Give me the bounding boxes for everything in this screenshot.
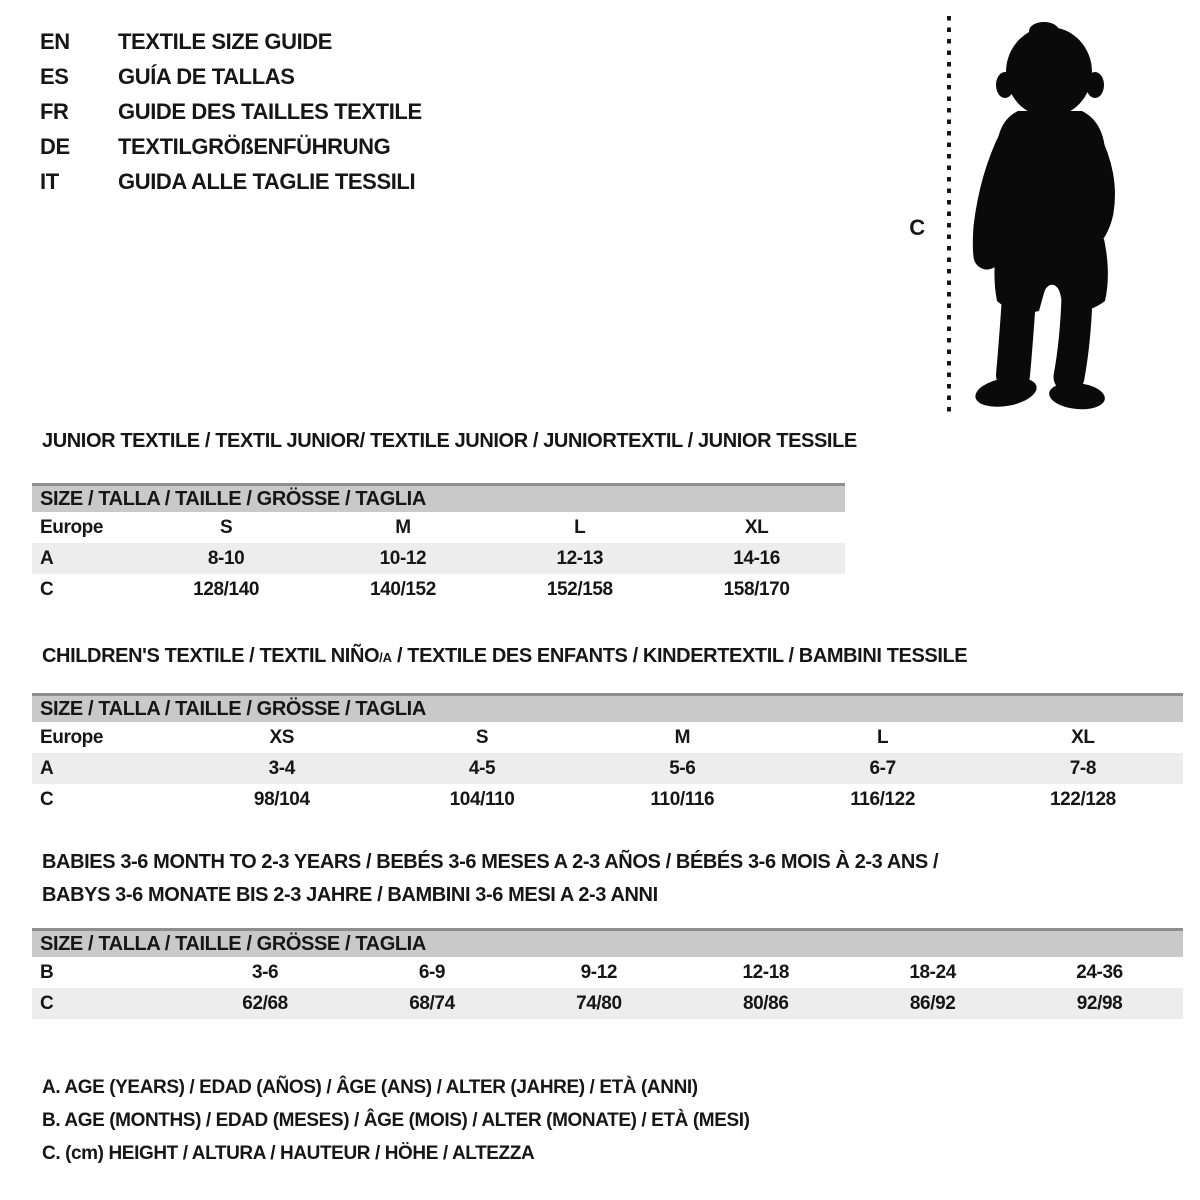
age-cell: 4-5 <box>468 757 496 779</box>
size-header-label: SIZE / TALLA / TAILLE / GRÖSSE / TAGLIA <box>40 697 426 720</box>
size-cell: M <box>674 726 691 748</box>
language-row-fr <box>40 94 422 129</box>
babies-size-table <box>32 928 1183 1019</box>
size-cell: L <box>574 516 586 538</box>
babies-title-line1: BABIES 3-6 MONTH TO 2-3 YEARS / BEBÉS 3-6 MESES A 2-3 AÑOS / BÉBÉS 3-6 MOIS À 2-3 ANS / <box>42 851 939 873</box>
children-title-sub: /A <box>379 650 392 665</box>
height-measure-label: C <box>909 215 925 240</box>
height-cell: 122/128 <box>1049 788 1116 810</box>
note-height-cm: C. (cm) HEIGHT / ALTURA / HAUTEUR / HÖHE / ALTEZZA <box>42 1143 535 1164</box>
age-cell: 7-8 <box>1069 757 1097 779</box>
children-title-pre: CHILDREN'S TEXTILE / TEXTIL NIÑO <box>42 645 380 667</box>
table-header <box>32 693 1183 722</box>
height-cell: 74/80 <box>576 992 622 1014</box>
language-row-en <box>40 24 422 59</box>
height-cell: 116/122 <box>850 788 916 810</box>
row-label: A <box>40 547 54 569</box>
language-code: FR <box>40 99 69 124</box>
table-row-height <box>32 574 845 605</box>
babies-title-line2: BABYS 3-6 MONATE BIS 2-3 JAHRE / BAMBINI 3-6 MESI A 2-3 ANNI <box>42 884 658 906</box>
height-cell: 80/86 <box>742 992 789 1014</box>
height-cell: 68/74 <box>409 992 455 1014</box>
height-cell: 104/110 <box>449 788 515 810</box>
children-title-post: / TEXTILE DES ENFANTS / KINDERTEXTIL / BAMBINI TESSILE <box>391 645 968 667</box>
height-cell: 110/116 <box>650 788 715 810</box>
months-cell: 9-12 <box>580 961 618 983</box>
table-row-europe <box>32 512 845 543</box>
language-row-es <box>40 59 422 94</box>
size-cell: L <box>877 726 889 748</box>
size-cell: M <box>395 516 411 538</box>
children-section-title <box>42 644 967 670</box>
row-label: Europe <box>40 726 104 748</box>
months-cell: 3-6 <box>251 961 279 983</box>
row-label: B <box>40 961 54 983</box>
babies-section-title <box>42 846 938 912</box>
size-cell: XL <box>744 516 769 538</box>
months-cell: 6-9 <box>418 961 446 983</box>
height-cell: 152/158 <box>546 578 613 600</box>
language-code: DE <box>40 134 70 159</box>
row-label: C <box>40 578 54 600</box>
row-label: A <box>40 757 54 779</box>
months-cell: 24-36 <box>1076 961 1123 983</box>
language-title: TEXTILE SIZE GUIDE <box>118 29 333 54</box>
age-cell: 14-16 <box>733 547 780 569</box>
children-size-table <box>32 693 1183 815</box>
language-title: GUIDE DES TAILLES TEXTILE <box>118 99 422 124</box>
age-cell: 8-10 <box>207 547 245 569</box>
legend-notes <box>42 1071 750 1170</box>
row-label: Europe <box>40 516 104 538</box>
size-cell: XS <box>269 726 295 748</box>
age-cell: 12-13 <box>556 547 604 569</box>
size-cell: S <box>219 516 233 538</box>
language-code: IT <box>40 169 59 194</box>
note-age-years: A. AGE (YEARS) / EDAD (AÑOS) / ÂGE (ANS) / ALTER (JAHRE) / ETÀ (ANNI) <box>42 1077 698 1098</box>
height-cell: 92/98 <box>1076 992 1123 1014</box>
table-row-age <box>32 543 845 574</box>
size-cell: S <box>475 726 489 748</box>
size-header-label: SIZE / TALLA / TAILLE / GRÖSSE / TAGLIA <box>40 932 426 955</box>
age-cell: 3-4 <box>268 757 295 779</box>
height-cell: 98/104 <box>253 788 310 810</box>
height-cell: 128/140 <box>193 578 260 600</box>
language-title: GUÍA DE TALLAS <box>118 64 295 89</box>
size-header-label: SIZE / TALLA / TAILLE / GRÖSSE / TAGLIA <box>40 487 426 510</box>
height-cell: 62/68 <box>242 992 288 1014</box>
months-cell: 12-18 <box>742 961 790 983</box>
junior-section-title: JUNIOR TEXTILE / TEXTIL JUNIOR/ TEXTILE JUNIOR / JUNIORTEXTIL / JUNIOR TESSILE <box>42 430 857 452</box>
language-code: EN <box>40 29 70 54</box>
language-list <box>40 24 422 199</box>
table-header <box>32 483 845 512</box>
age-cell: 5-6 <box>669 757 696 779</box>
language-row-it <box>40 164 422 199</box>
table-row-months <box>32 957 1183 988</box>
size-cell: XL <box>1071 726 1095 748</box>
months-cell: 18-24 <box>909 961 956 983</box>
language-row-de <box>40 129 422 164</box>
table-row-height <box>32 988 1183 1019</box>
height-cell: 86/92 <box>909 992 956 1014</box>
language-title: GUIDA ALLE TAGLIE TESSILI <box>118 169 416 194</box>
note-age-months: B. AGE (MONTHS) / EDAD (MESES) / ÂGE (MOIS) / ALTER (MONATE) / ETÀ (MESI) <box>42 1110 750 1131</box>
row-label: C <box>40 992 54 1014</box>
height-cell: 158/170 <box>723 578 790 600</box>
age-cell: 10-12 <box>379 547 427 569</box>
table-row-age <box>32 753 1183 784</box>
age-cell: 6-7 <box>869 757 896 779</box>
table-header <box>32 928 1183 957</box>
junior-size-table <box>32 483 845 605</box>
height-measure-dotted-line <box>947 16 951 418</box>
row-label: C <box>40 788 54 810</box>
height-cell: 140/152 <box>369 578 436 600</box>
language-title: TEXTILGRÖßENFÜHRUNG <box>118 134 391 159</box>
table-row-europe <box>32 722 1183 753</box>
table-row-height <box>32 784 1183 815</box>
language-code: ES <box>40 64 69 89</box>
toddler-silhouette-image <box>956 15 1141 417</box>
